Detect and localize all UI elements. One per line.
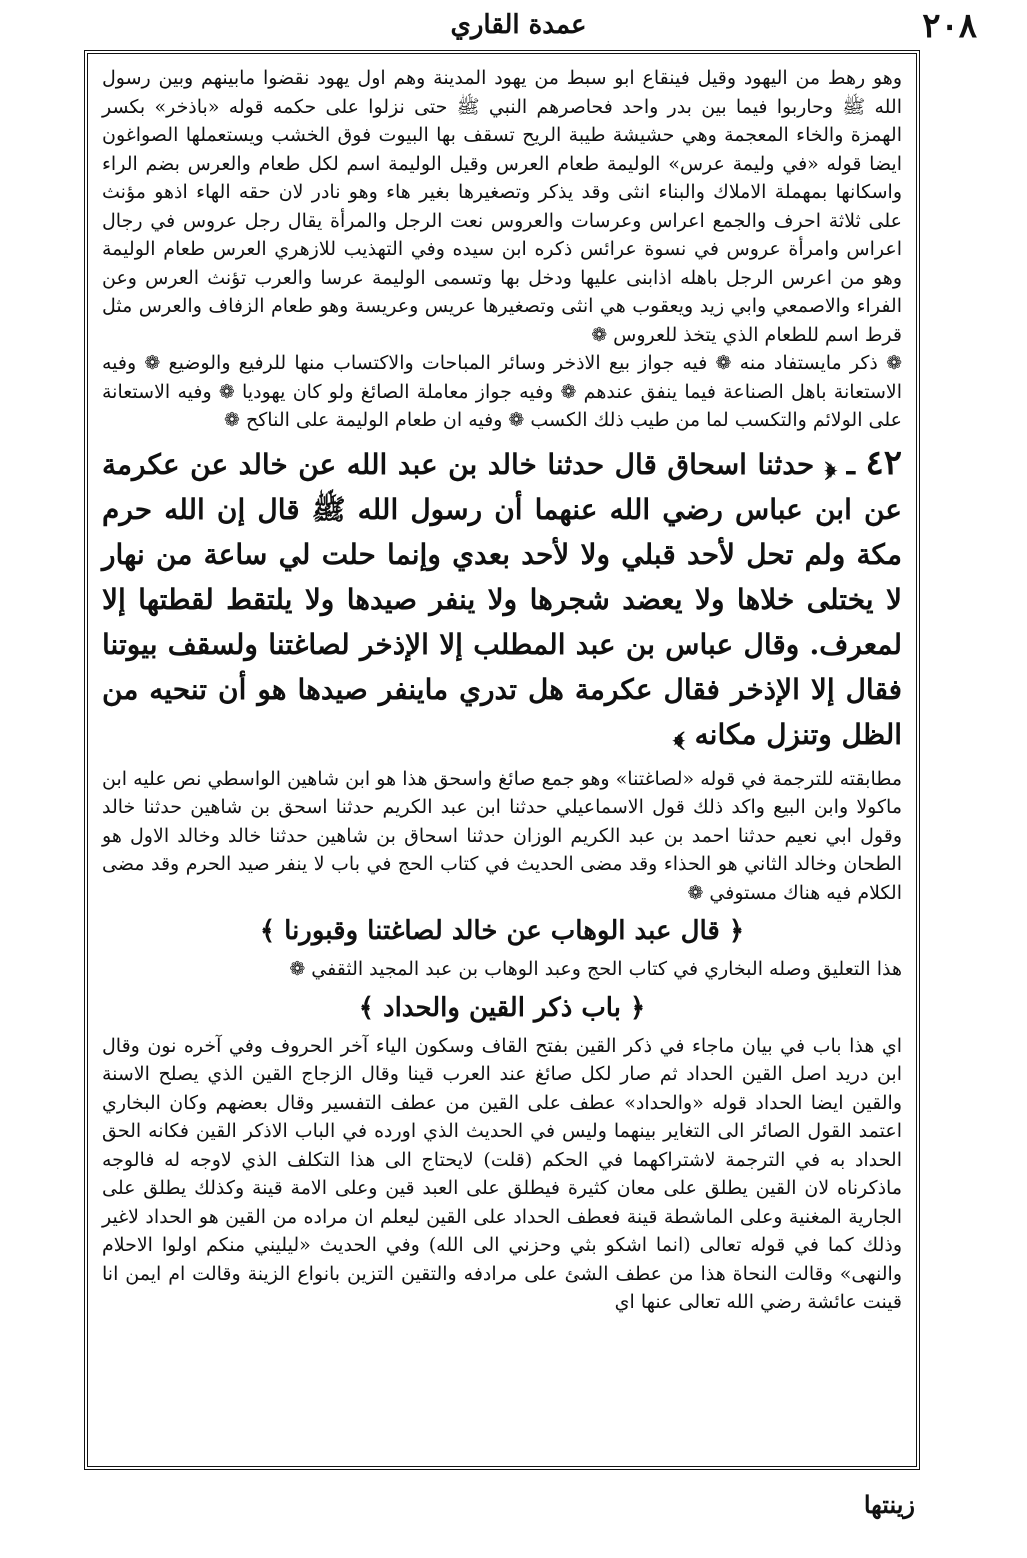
page-number: ٢٠٨ <box>922 6 977 46</box>
running-title: عمدة القاري <box>450 10 587 40</box>
commentary-paragraph-5: اي هذا باب في بيان ماجاء في ذكر القين بفتح القاف وسكون الياء آخر الحروف وفي آخره نون وقال ابن دريد اصل القين الحداد ثم صار لكل صائغ عند العرب قينا وقال الزجاج القين الذي يصلح الاسنة والقين ايضا الحداد قوله «والحداد» عطف على القين من عطف التفسير وقال بعضهم وكان البخاري اعتمد القول الصائر الى التغاير بينهما وليس في الحديث الذي اورده في الباب الاذكر القين فكانه الحق الحداد به في الترجمة لاشتراكهما في الحكم (قلت) لايحتاج الى هذا التكلف الذي لاوجه له فالوجه ماذكرناه لان القين يطلق على معان كثيرة فيطلق على العبد قين وعلى الامة قينة وكذلك يطلق على الجارية المغنية وعلى الماشطة قينة فعطف الحداد على القين ليعلم ان مراده من القين هو الحداد لاغير وذلك كما في قوله تعالى (انما اشكو بثي وحزني الى الله) وفي الحديث «ليليني منكم اولوا الاحلام والنهى» وقالت النحاة هذا من عطف الشئ على مرادفه والتقين التزين بانواع الزينة وقالت ام ايمن انا قينت عائشة رضي الله تعالى عنها اي <box>102 1034 902 1313</box>
catchword: زينتها <box>863 1490 915 1519</box>
hadith-text: ﴿ حدثنا اسحاق قال حدثنا خالد بن عبد الله عن خالد عن عكرمة عن ابن عباس رضي الله عنهما أن رسول الله ﷺ قال إن الله حرم مكة ولم تحل لأحد قبلي ولا لأحد بعدي وإنما حلت لي ساعة من نهار لا يختلى خلاها ولا يعضد شجرها ولا ينفر صيدها ولا يلتقط لقطتها إلا لمعرف. وقال عباس بن عبد المطلب إلا الإذخر لصاغتنا ولسقف بيوتنا فقال إلا الإذخر فقال عكرمة هل تدري ماينفر صيدها هو أن تنحيه من الظل وتنزل مكانه ﴾ <box>102 447 903 751</box>
bab-heading: ﴿ باب ذكر القين والحداد ﴾ <box>358 992 646 1023</box>
page-header <box>60 6 977 50</box>
hadith-block: ٤٢ ـ ﴿ حدثنا اسحاق قال حدثنا خالد بن عبد الله عن خالد عن عكرمة عن ابن عباس رضي الله عنهما أن رسول الله ﷺ قال إن الله حرم مكة ولم تحل لأحد قبلي ولا لأحد بعدي وإنما حلت لي ساعة من نهار لا يختلى خلاها ولا يعضد شجرها ولا ينفر صيدها ولا يلتقط لقطتها إلا لمعرف. وقال عباس بن عبد المطلب إلا الإذخر لصاغتنا ولسقف بيوتنا فقال إلا الإذخر فقال عكرمة هل تدري ماينفر صيدها هو أن تنحيه من الظل وتنزل مكانه ﴾ <box>102 442 903 751</box>
taliq-line: ﴿ قال عبد الوهاب عن خالد لصاغتنا وقبورنا ﴾ <box>259 916 745 946</box>
commentary-paragraph-3: مطابقته للترجمة في قوله «لصاغتنا» وهو جمع صائغ واسحق هذا هو ابن شاهين الواسطي نص عليه ابن ماكولا وابن البيع واكد ذلك قول الاسماعيلي حدثنا ابن عبد الكريم حدثنا اسحق بن شاهين حدثنا خالد وقول ابي نعيم حدثنا احمد بن عبد الكريم الوزان حدثنا اسحاق بن شاهين حدثنا خالد وخالد الاول هو الطحان وخالد الثاني هو الحذاء وقد مضى الحديث في كتاب الحج في باب لا ينفر صيد الحرم وقد مضى الكلام فيه هناك مستوفي ❁ <box>102 767 902 904</box>
commentary-paragraph-4: هذا التعليق وصله البخاري في كتاب الحج وعبد الوهاب بن عبد المجيد الثقفي ❁ <box>289 958 902 980</box>
text-frame <box>84 50 920 1470</box>
commentary-paragraph-1: وهو رهط من اليهود وقيل فينقاع ابو سبط من يهود المدينة وهم اول يهود نقضوا مابينهم وبين رسول الله ﷺ وحاربوا فيما بين بدر واحد فحاصرهم النبي ﷺ حتى نزلوا على حكمه قوله «باذخر» بكسر الهمزة والخاء المعجمة وهي حشيشة طيبة الريح تسقف بها البيوت فوق الخشب ويستعملها الصواغون ايضا قوله «في وليمة عرس» الوليمة طعام العرس وقيل الوليمة اسم لكل طعام والعرس بضم الراء واسكانها بمهملة الاملاك والبناء انثى وقد يذكر وتصغيرها بغير هاء وهو نادر لان حقه الهاء اذهو مؤنث على ثلاثة احرف والجمع اعراس وعرسات والعروس نعت الرجل والمرأة يقال رجل عروس في رجال اعراس وامرأة عروس في نسوة عرائس ذكره ابن سيده وفي التهذيب للازهري العرس طعام الوليمة وهو من اعرس الرجل باهله اذابنى عليها ودخل بها وتسمى الوليمة عرسا والعرب تؤنث العرس وعن الفراء والاصمعي وابي زيد ويعقوب هي انثى وتصغيرها عريس وعريسة وهو طعام الزفاف والعرس مثل قرط اسم للطعام الذي يتخذ للعروس ❁ <box>102 67 903 346</box>
hadith-number: ٤٢ <box>865 442 902 483</box>
commentary-paragraph-2: ❁ ذكر مايستفاد منه ❁ فيه جواز بيع الاذخر وسائر المباحات والاكتساب منها للرفيع والوضيع ❁ وفيه الاستعانة باهل الصناعة فيما ينفق عندهم ❁ وفيه جواز معاملة الصائغ ولو كان يهوديا ❁ وفيه الاستعانة على الولائم والتكسب لما من طيب ذلك الكسب ❁ وفيه ان طعام الوليمة على الناكح ❁ <box>102 352 902 431</box>
